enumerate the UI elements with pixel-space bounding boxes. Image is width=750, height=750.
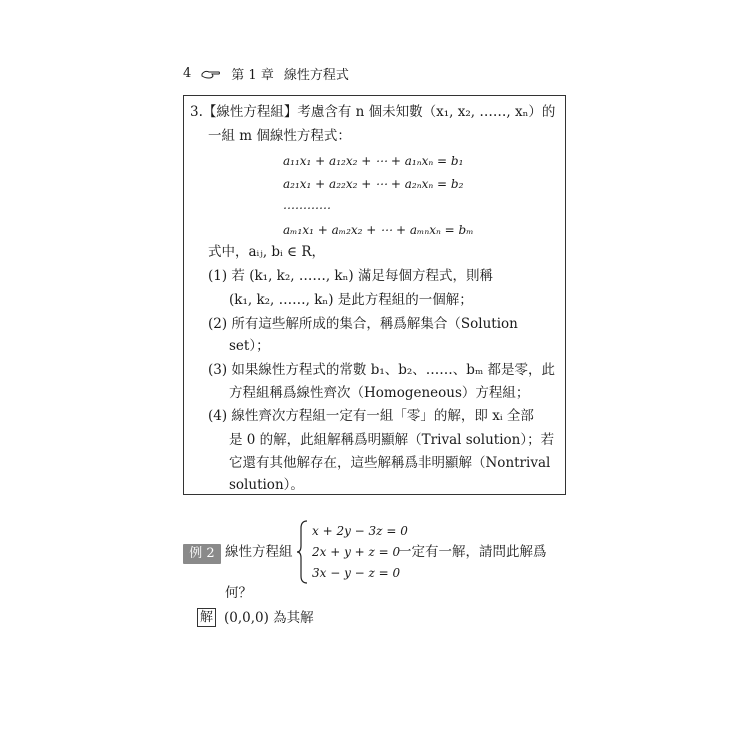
chapter-number: 第 1 章 xyxy=(231,68,274,83)
equation-2: a₂₁x₁ + a₂₂x₂ + ⋯ + a₂ₙxₙ = b₂ xyxy=(283,177,464,191)
equation-ellipsis: ………… xyxy=(283,198,331,212)
system-equation-3: 3x − y − z = 0 xyxy=(312,566,401,580)
item-1-line-1: (1) 若 (k₁, k₂, ……, kₙ) 滿足每個方程式，則稱 xyxy=(208,268,493,284)
system-equation-1: x + 2y − 3z = 0 xyxy=(312,524,408,538)
equation-1: a₁₁x₁ + a₁₂x₂ + ⋯ + a₁ₙxₙ = b₁ xyxy=(283,154,464,168)
left-brace-icon xyxy=(296,520,308,584)
item-2-line-2: set）； xyxy=(229,338,270,354)
item-3-line-1: (3) 如果線性方程式的常數 b₁、b₂、……、bₘ 都是零，此 xyxy=(208,362,556,378)
item-4-line-2: 是 0 的解，此組解稱爲明顯解（Trival solution）；若 xyxy=(229,432,555,448)
definition-line-2: 一組 m 個線性方程式： xyxy=(208,128,351,144)
solution-badge: 解 xyxy=(197,608,216,627)
item-4-line-4: solution）。 xyxy=(229,477,304,493)
page-header xyxy=(183,64,349,83)
definition-line-1: 3.【線性方程組】考慮含有 n 個未知數（x₁, x₂, ……, xₙ）的 xyxy=(190,104,556,120)
where-clause: 式中，aᵢⱼ, bᵢ ∈ R， xyxy=(208,244,326,260)
equation-m: aₘ₁x₁ + aₘ₂x₂ + ⋯ + aₘₙxₙ = bₘ xyxy=(283,223,474,237)
example-badge: 例 2 xyxy=(183,544,221,564)
solution-text: (0,0,0) 為其解 xyxy=(224,610,314,626)
item-1-line-2: (k₁, k₂, ……, kₙ) 是此方程組的一個解； xyxy=(229,292,473,308)
page-number: 4 xyxy=(183,66,192,81)
item-3-line-2: 方程組稱爲線性齊次（Homogeneous）方程組； xyxy=(229,385,530,401)
system-equation-2: 2x + y + z = 0 xyxy=(312,545,401,559)
example-question-1: 一定有一解，請問此解爲 xyxy=(398,544,547,560)
example-label: 線性方程組 xyxy=(225,544,293,560)
item-4-line-1: (4) 線性齊次方程組一定有一組「零」的解，即 xᵢ 全部 xyxy=(208,408,534,424)
item-2-line-1: (2) 所有這些解所成的集合，稱爲解集合（Solution xyxy=(208,316,518,332)
example-question-2: 何？ xyxy=(225,585,252,601)
chapter-title: 線性方程式 xyxy=(283,68,349,83)
pointing-hand-icon xyxy=(201,68,221,80)
item-4-line-3: 它還有其他解存在，這些解稱爲非明顯解（Nontrival xyxy=(229,455,551,471)
